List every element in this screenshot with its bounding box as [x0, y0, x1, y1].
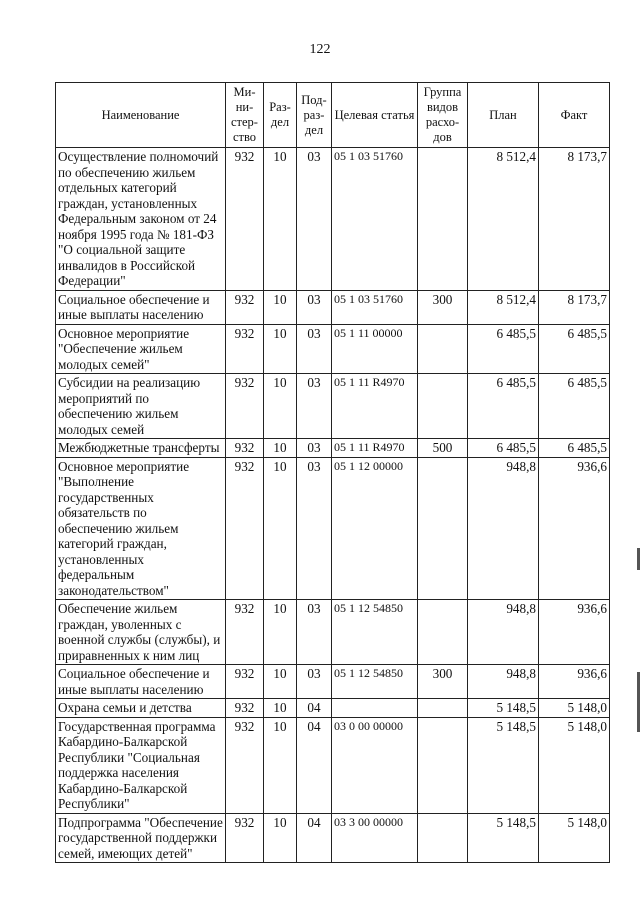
row-name: Осуществление полномочий по обеспечению жильем отдельных категорий граждан, установленных Федеральным законом от 24 ноября 1995 года № 181-ФЗ "О социальной защите инвалидов в Российской Федерации" — [56, 148, 226, 291]
row-target — [332, 699, 418, 718]
table-row — [56, 324, 610, 374]
row-expense-group — [418, 324, 468, 374]
row-subsection: 03 — [297, 290, 332, 324]
header-ministry: Ми-ни-стер-ство — [226, 83, 264, 148]
row-section: 10 — [264, 324, 297, 374]
row-name: Обеспечение жильем граждан, уволенных с военной службы (службы), и приравненных к ним лиц — [56, 600, 226, 665]
row-section: 10 — [264, 600, 297, 665]
row-target: 05 1 11 00000 — [332, 324, 418, 374]
row-target: 05 1 12 54850 — [332, 600, 418, 665]
table-row — [56, 439, 610, 458]
table-row — [56, 290, 610, 324]
row-ministry: 932 — [226, 600, 264, 665]
header-fact: Факт — [539, 83, 610, 148]
header-target: Целевая статья — [332, 83, 418, 148]
row-fact: 936,6 — [539, 457, 610, 600]
row-ministry: 932 — [226, 148, 264, 291]
row-expense-group — [418, 699, 468, 718]
row-fact: 936,6 — [539, 600, 610, 665]
table-row — [56, 699, 610, 718]
row-ministry: 932 — [226, 290, 264, 324]
table-row — [56, 374, 610, 439]
row-target: 05 1 11 R4970 — [332, 439, 418, 458]
row-fact: 936,6 — [539, 665, 610, 699]
row-section: 10 — [264, 148, 297, 291]
row-plan: 948,8 — [468, 600, 539, 665]
row-plan: 8 512,4 — [468, 290, 539, 324]
row-section: 10 — [264, 717, 297, 813]
row-name: Социальное обеспечение и иные выплаты населению — [56, 290, 226, 324]
row-ministry: 932 — [226, 324, 264, 374]
row-ministry: 932 — [226, 665, 264, 699]
row-subsection: 03 — [297, 439, 332, 458]
row-expense-group — [418, 717, 468, 813]
row-name: Основное мероприятие "Выполнение государственных обязательств по обеспечению жильем категорий граждан, установленных федеральным законодательством" — [56, 457, 226, 600]
row-expense-group — [418, 457, 468, 600]
row-subsection: 04 — [297, 813, 332, 863]
header-subsection: Под-раз-дел — [297, 83, 332, 148]
row-expense-group — [418, 148, 468, 291]
row-name: Межбюджетные трансферты — [56, 439, 226, 458]
row-name: Подпрограмма "Обеспечение государственной поддержки семей, имеющих детей" — [56, 813, 226, 863]
row-plan: 5 148,5 — [468, 813, 539, 863]
row-plan: 6 485,5 — [468, 324, 539, 374]
row-ministry: 932 — [226, 699, 264, 718]
table-row — [56, 600, 610, 665]
row-name: Социальное обеспечение и иные выплаты населению — [56, 665, 226, 699]
row-subsection: 03 — [297, 665, 332, 699]
row-fact: 8 173,7 — [539, 290, 610, 324]
row-section: 10 — [264, 290, 297, 324]
row-plan: 8 512,4 — [468, 148, 539, 291]
page-number: 122 — [309, 42, 331, 57]
header-section: Раз-дел — [264, 83, 297, 148]
row-name: Государственная программа Кабардино-Балкарской Республики "Социальная поддержка населения Кабардино-Балкарской Республики" — [56, 717, 226, 813]
row-ministry: 932 — [226, 813, 264, 863]
row-ministry: 932 — [226, 439, 264, 458]
row-plan: 5 148,5 — [468, 699, 539, 718]
row-name: Субсидии на реализацию мероприятий по обеспечению жильем молодых семей — [56, 374, 226, 439]
row-target: 05 1 12 54850 — [332, 665, 418, 699]
row-subsection: 03 — [297, 324, 332, 374]
row-target: 05 1 11 R4970 — [332, 374, 418, 439]
row-section: 10 — [264, 457, 297, 600]
row-subsection: 03 — [297, 600, 332, 665]
row-expense-group — [418, 600, 468, 665]
table-row — [56, 457, 610, 600]
row-section: 10 — [264, 813, 297, 863]
row-subsection: 03 — [297, 457, 332, 600]
row-subsection: 04 — [297, 699, 332, 718]
row-name: Охрана семьи и детства — [56, 699, 226, 718]
row-expense-group: 300 — [418, 665, 468, 699]
row-subsection: 03 — [297, 374, 332, 439]
row-plan: 948,8 — [468, 457, 539, 600]
row-section: 10 — [264, 439, 297, 458]
row-fact: 5 148,0 — [539, 813, 610, 863]
header-plan: План — [468, 83, 539, 148]
table-row — [56, 813, 610, 863]
row-ministry: 932 — [226, 717, 264, 813]
row-fact: 6 485,5 — [539, 439, 610, 458]
row-name: Основное мероприятие "Обеспечение жильем молодых семей" — [56, 324, 226, 374]
row-ministry: 932 — [226, 457, 264, 600]
row-section: 10 — [264, 699, 297, 718]
row-target: 05 1 03 51760 — [332, 290, 418, 324]
table-row — [56, 665, 610, 699]
row-fact: 5 148,0 — [539, 717, 610, 813]
row-target: 03 3 00 00000 — [332, 813, 418, 863]
row-plan: 6 485,5 — [468, 439, 539, 458]
row-target: 05 1 12 00000 — [332, 457, 418, 600]
table-row — [56, 717, 610, 813]
row-fact: 5 148,0 — [539, 699, 610, 718]
row-expense-group: 300 — [418, 290, 468, 324]
row-expense-group: 500 — [418, 439, 468, 458]
row-fact: 6 485,5 — [539, 374, 610, 439]
table-header-row — [56, 83, 610, 148]
row-target: 05 1 03 51760 — [332, 148, 418, 291]
budget-table — [55, 82, 610, 863]
row-plan: 948,8 — [468, 665, 539, 699]
table-row — [56, 148, 610, 291]
row-fact: 8 173,7 — [539, 148, 610, 291]
row-ministry: 932 — [226, 374, 264, 439]
row-subsection: 04 — [297, 717, 332, 813]
header-name: Наименование — [56, 83, 226, 148]
row-subsection: 03 — [297, 148, 332, 291]
row-section: 10 — [264, 665, 297, 699]
row-plan: 6 485,5 — [468, 374, 539, 439]
row-plan: 5 148,5 — [468, 717, 539, 813]
row-fact: 6 485,5 — [539, 324, 610, 374]
row-expense-group — [418, 813, 468, 863]
header-expense-group: Группа видов расхо-дов — [418, 83, 468, 148]
row-section: 10 — [264, 374, 297, 439]
row-target: 03 0 00 00000 — [332, 717, 418, 813]
row-expense-group — [418, 374, 468, 439]
